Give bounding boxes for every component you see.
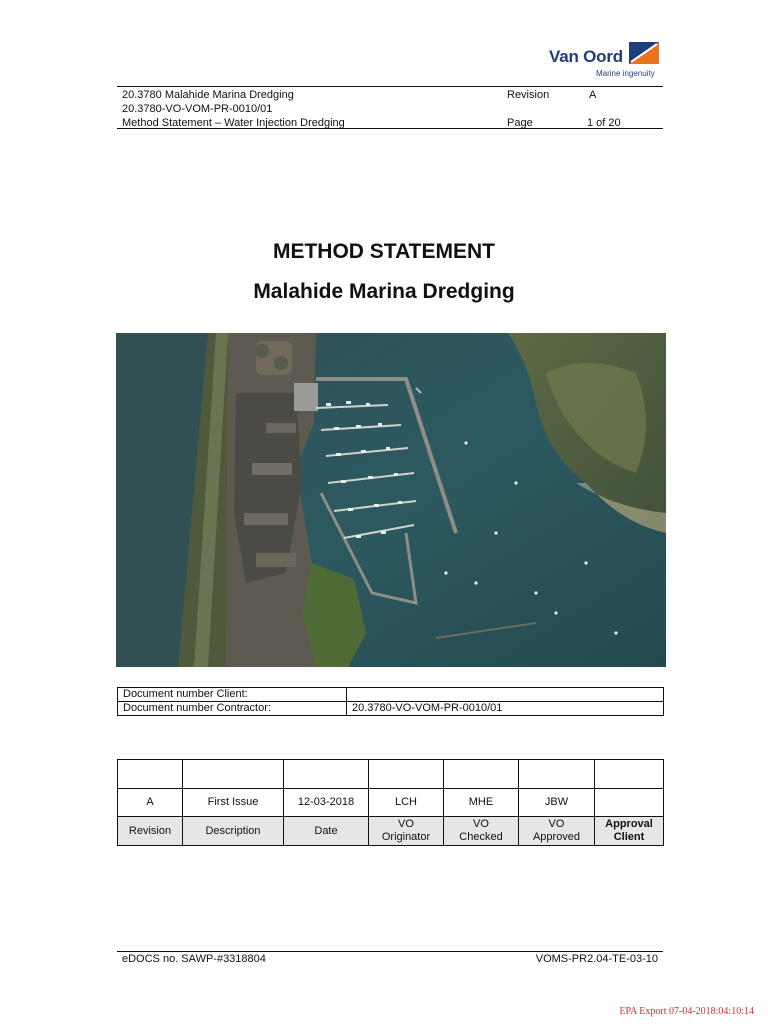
header-rule-bottom <box>117 128 663 129</box>
approval-client-header <box>595 817 664 846</box>
client-cell <box>595 789 664 817</box>
footer-form-code: VOMS-PR2.04-TE-03-10 <box>535 953 658 965</box>
date-header: Date <box>284 817 369 846</box>
doc-number-client-row <box>118 688 664 702</box>
footer-edocs-number: eDOCS no. SAWP-#3318804 <box>122 953 266 965</box>
van-oord-logo <box>549 42 661 82</box>
footer-rule <box>117 951 663 952</box>
approved-header <box>519 817 595 846</box>
header-revision-label: Revision <box>507 89 550 101</box>
checked-header-line2: Checked <box>459 831 503 843</box>
approved-header-line1: VO <box>548 818 565 830</box>
table-cell <box>118 760 183 789</box>
doc-number-client-value <box>347 688 664 702</box>
header-rule-top <box>117 86 663 87</box>
approval-client-header-line2: Client <box>613 831 645 843</box>
checked-header-line1: VO <box>473 818 489 830</box>
checked-header <box>444 817 519 846</box>
approved-header-line2: Approved <box>532 831 581 843</box>
approval-client-header-line1: Approval <box>605 818 653 830</box>
revision-header: Revision <box>118 817 183 846</box>
header-page-label: Page <box>507 117 533 129</box>
doc-number-contractor-label: Document number Contractor: <box>118 702 347 716</box>
aerial-marina-photo <box>116 333 666 667</box>
document-title: METHOD STATEMENT <box>272 240 496 263</box>
document-number-table <box>117 687 664 716</box>
header-revision-value: A <box>589 89 597 101</box>
revision-blank-row <box>118 760 664 789</box>
table-cell <box>284 760 369 789</box>
originator-header <box>369 817 444 846</box>
header-page-value: 1 of 20 <box>587 117 621 129</box>
doc-number-contractor-value: 20.3780-VO-VOM-PR-0010/01 <box>347 702 664 716</box>
doc-number-contractor-row <box>118 702 664 716</box>
header-doc-code: 20.3780-VO-VOM-PR-0010/01 <box>122 103 273 115</box>
table-cell <box>519 760 595 789</box>
table-cell <box>595 760 664 789</box>
approved-cell: JBW <box>519 789 595 817</box>
table-cell <box>183 760 284 789</box>
doc-number-client-label: Document number Client: <box>118 688 347 702</box>
logo-name: Van Oord <box>549 47 623 66</box>
table-cell <box>444 760 519 789</box>
header-doc-title: Method Statement – Water Injection Dredging <box>122 117 345 129</box>
header-project: 20.3780 Malahide Marina Dredging <box>122 89 294 101</box>
logo-flag-icon <box>629 42 659 64</box>
revision-table <box>117 759 664 846</box>
checked-cell: MHE <box>444 789 519 817</box>
logo-tagline: Marine ingenuity <box>596 69 655 78</box>
revision-cell: A <box>118 789 183 817</box>
originator-cell: LCH <box>369 789 444 817</box>
revision-labels-row <box>118 817 664 846</box>
description-cell: First Issue <box>183 789 284 817</box>
originator-header-line1: VO <box>398 818 414 830</box>
revision-row <box>118 789 664 817</box>
table-cell <box>369 760 444 789</box>
epa-export-stamp: EPA Export 07-04-2018:04:10:14 <box>619 1006 754 1017</box>
originator-header-line2: Originator <box>381 831 431 843</box>
description-header: Description <box>183 817 284 846</box>
document-subtitle: Malahide Marina Dredging <box>253 280 515 303</box>
date-cell: 12-03-2018 <box>284 789 369 817</box>
